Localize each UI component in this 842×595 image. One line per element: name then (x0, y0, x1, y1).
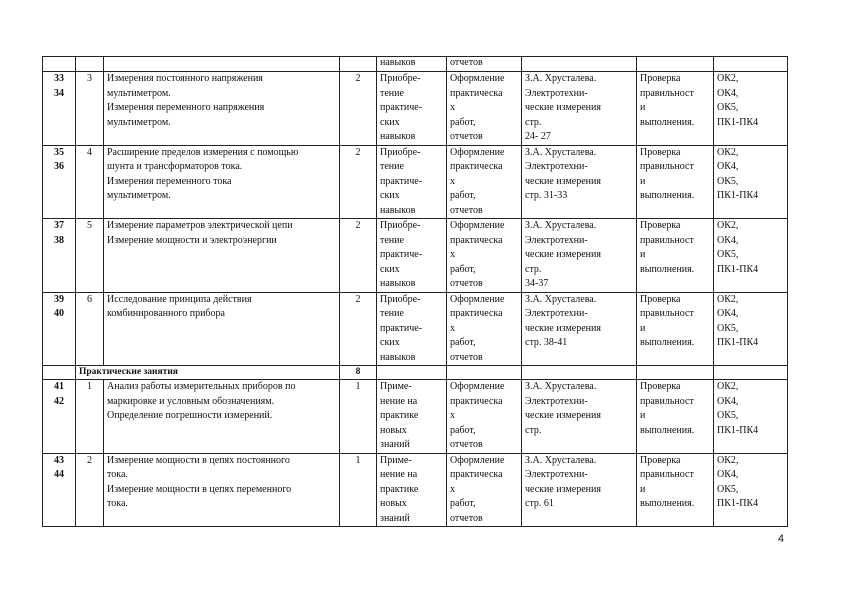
topic-title-cell-line: Анализ работы измерительных приборов по (107, 381, 296, 392)
literature-cell-line: ческие измерения (525, 410, 601, 421)
control-form-cell-line: правильност (640, 161, 694, 172)
competencies-cell-line: ОК5, (717, 102, 739, 113)
activity-type-cell-line: ских (380, 337, 400, 348)
literature-cell-line: ческие измерения (525, 249, 601, 260)
lesson-number-cell (43, 145, 76, 219)
section-empty-cell (714, 366, 788, 380)
competencies-cell-line: ОК5, (717, 249, 739, 260)
topic-title-cell-line: Исследование принципа действия (107, 293, 252, 305)
literature-cell-line: Электротехни- (525, 87, 588, 99)
competencies-cell-line: ОК4, (717, 161, 739, 172)
topic-title-cell-line: Измерения переменного напряжения (107, 102, 265, 113)
topic-title-cell-line: Измерение мощности в цепях постоянного (107, 454, 290, 466)
report-form-cell-line: х (450, 102, 455, 113)
report-form-cell-line: х (450, 410, 455, 421)
report-form-cell (447, 145, 522, 219)
literature-cell-line: З.А. Хрусталева. (525, 73, 597, 84)
literature-cell (522, 219, 637, 293)
literature-cell-line: Электротехни- (525, 469, 588, 480)
lesson-number-cell-line: 38 (54, 234, 64, 246)
literature-cell-line: стр. 31-33 (525, 190, 568, 201)
report-form-cell-line: Оформление (450, 381, 505, 392)
table-row (43, 380, 788, 454)
control-form-cell-line: выполнения. (640, 263, 695, 275)
report-form-cell-line: практическа (450, 87, 503, 99)
literature-cell (522, 292, 637, 366)
activity-type-cell-line: практиче- (380, 322, 423, 334)
literature-cell (522, 145, 637, 219)
control-form-cell (637, 145, 714, 219)
activity-type-cell (377, 145, 447, 219)
control-form-cell-line: выполнения. (640, 498, 695, 509)
control-form-cell-line: выполнения. (640, 337, 695, 348)
hours-cell: 1 (340, 380, 377, 454)
control-form-cell (637, 453, 714, 527)
lesson-number-cell (43, 292, 76, 366)
lesson-number-cell-line: 35 (54, 146, 64, 158)
lesson-number-cell (43, 453, 76, 527)
control-form-cell (637, 380, 714, 454)
activity-type-cell (377, 219, 447, 293)
topic-title-cell-line: тока. (107, 469, 128, 480)
report-form-cell-line: х (450, 175, 455, 187)
table-row-continuation (43, 57, 788, 72)
report-form-cell-line: Оформление (450, 454, 505, 466)
topic-title-cell-line: Измерение мощности и электроэнергии (107, 234, 277, 246)
competencies-cell-line: ПК1-ПК4 (717, 424, 759, 436)
literature-cell-line: стр. 38-41 (525, 337, 568, 348)
activity-type-cell (377, 72, 447, 146)
report-form-cell-line: х (450, 483, 455, 495)
literature-cell-line: З.А. Хрусталева. (525, 454, 597, 466)
activity-type-cell-line: Приобре- (380, 146, 421, 158)
report-form-cell-line: практическа (450, 234, 503, 246)
lesson-number-cell-line: 37 (54, 220, 64, 231)
competencies-cell-line: ОК4, (717, 87, 739, 99)
table-row (43, 72, 788, 146)
competencies-cell-line: ОК2, (717, 73, 739, 84)
report-form-cell-line: Оформление (450, 146, 505, 158)
report-form-cell-line: Оформление (450, 293, 505, 305)
literature-cell-line: Электротехни- (525, 308, 588, 319)
control-form-cell-line: выполнения. (640, 424, 695, 436)
lesson-number-cell (43, 72, 76, 146)
competencies-cell-line: ОК5, (717, 483, 739, 495)
page-number: 4 (777, 533, 784, 545)
report-form-cell (447, 453, 522, 527)
section-empty-cell (447, 366, 522, 380)
activity-type-cell-line: ских (380, 190, 400, 201)
activity-type-cell-line: тение (380, 87, 404, 99)
competencies-cell (714, 145, 788, 219)
section-hours-cell: 8 (340, 366, 377, 380)
control-form-cell-line: и (640, 102, 646, 113)
control-form-cell-line: и (640, 249, 646, 260)
activity-type-cell-line: практике (380, 483, 419, 495)
topic-title-cell (104, 145, 340, 219)
control-form-cell-line: Проверка (640, 454, 681, 466)
competencies-cell (714, 219, 788, 293)
literature-cell-line: З.А. Хрусталева. (525, 293, 597, 305)
hours-cell: 2 (340, 219, 377, 293)
activity-type-cell-line: практиче- (380, 102, 423, 113)
report-form-cell-line: работ, (450, 424, 476, 436)
lesson-number-cell-line: 40 (54, 308, 64, 319)
section-empty-cell (377, 366, 447, 380)
competencies-cell-line: ПК1-ПК4 (717, 498, 759, 509)
control-form-cell-line: правильност (640, 234, 694, 246)
literature-cell-line: стр. 61 (525, 498, 554, 509)
control-form-cell-line: правильност (640, 87, 694, 99)
section-row (43, 366, 788, 380)
report-form-cell (447, 380, 522, 454)
literature-cell-line: стр. (525, 263, 542, 275)
control-form-cell-line: Проверка (640, 220, 681, 231)
lesson-number-cell-line: 33 (54, 73, 64, 84)
control-form-cell-line: правильност (640, 308, 694, 319)
activity-type-cell-line: навыков (380, 351, 416, 363)
lesson-number-cell (43, 219, 76, 293)
topic-title-cell-line: маркировке и условным обозначениям. (107, 395, 275, 407)
control-form-cell-line: Проверка (640, 73, 681, 84)
activity-type-cell: навыков (377, 57, 447, 72)
competencies-cell-line: ОК2, (717, 454, 739, 466)
activity-type-cell-line: Приобре- (380, 220, 421, 231)
literature-cell (522, 453, 637, 527)
report-form-cell: отчетов (447, 57, 522, 72)
report-form-cell-line: отчетов (450, 439, 483, 450)
topic-title-cell-line: тока. (107, 498, 128, 509)
report-form-cell (447, 292, 522, 366)
topic-title-cell-line: Измерение параметров электрической цепи (107, 220, 293, 231)
section-title-cell: Практические занятия (76, 366, 340, 380)
competencies-cell-line: ОК5, (717, 410, 739, 421)
competencies-cell-line: ОК5, (717, 322, 739, 334)
topic-title-cell-line: мультиметром. (107, 116, 171, 128)
report-form-cell-line: отчетов (450, 351, 483, 363)
literature-cell-line: ческие измерения (525, 322, 601, 334)
topic-index-cell: 5 (76, 219, 104, 293)
report-form-cell-line: Оформление (450, 220, 505, 231)
literature-cell-line: стр. (525, 116, 542, 128)
competencies-cell-line: ПК1-ПК4 (717, 337, 759, 348)
report-form-cell-line: практическа (450, 469, 503, 480)
control-form-cell-line: правильност (640, 395, 694, 407)
control-form-cell (637, 72, 714, 146)
section-empty-cell (522, 366, 637, 380)
hours-cell: 1 (340, 453, 377, 527)
lesson-number-cell-line: 39 (54, 293, 64, 305)
literature-cell-line: стр. (525, 424, 542, 436)
topic-title-cell (104, 219, 340, 293)
activity-type-cell (377, 292, 447, 366)
control-form-cell-line: и (640, 410, 646, 421)
activity-type-cell-line: практиче- (380, 249, 423, 260)
control-form-cell (637, 219, 714, 293)
literature-cell-line: Электротехни- (525, 161, 588, 172)
topic-title-cell-line: мультиметром. (107, 87, 171, 99)
lesson-number-cell-line: 42 (54, 395, 64, 407)
topic-title-cell-line: Измерения переменного тока (107, 175, 232, 187)
control-form-cell-line: выполнения. (640, 116, 695, 128)
activity-type-cell-line: нение на (380, 469, 418, 480)
literature-cell-line: Электротехни- (525, 234, 588, 246)
control-form-cell-line: и (640, 175, 646, 187)
activity-type-cell (377, 453, 447, 527)
lesson-number-cell (43, 380, 76, 454)
activity-type-cell-line: Приме- (380, 381, 412, 392)
report-form-cell (447, 219, 522, 293)
report-form-cell-line: работ, (450, 116, 476, 128)
competencies-cell-line: ПК1-ПК4 (717, 190, 759, 201)
topic-title-cell (104, 453, 340, 527)
literature-cell-line: З.А. Хрусталева. (525, 146, 597, 158)
competencies-cell-line: ОК4, (717, 469, 739, 480)
hours-cell: 2 (340, 145, 377, 219)
control-form-cell-line: и (640, 483, 646, 495)
activity-type-cell-line: практике (380, 410, 419, 421)
literature-cell (522, 72, 637, 146)
competencies-cell (714, 292, 788, 366)
competencies-cell-line: ОК2, (717, 146, 739, 158)
activity-type-cell-line: Приобре- (380, 293, 421, 305)
table-row (43, 219, 788, 293)
control-form-cell-line: и (640, 322, 646, 334)
report-form-cell-line: отчетов (450, 204, 483, 216)
lesson-number-cell-line: 36 (54, 161, 64, 172)
report-form-cell (447, 72, 522, 146)
topic-title-cell (104, 72, 340, 146)
competencies-cell (714, 380, 788, 454)
report-form-cell-line: работ, (450, 190, 476, 201)
topic-index-cell: 6 (76, 292, 104, 366)
table-row (43, 145, 788, 219)
topic-title-cell-line: мультиметром. (107, 190, 171, 201)
competencies-cell-line: ОК2, (717, 220, 739, 231)
report-form-cell-line: отчетов (450, 131, 483, 142)
activity-type-cell-line: навыков (380, 278, 416, 289)
competencies-cell-line: ПК1-ПК4 (717, 116, 759, 128)
literature-cell-line: З.А. Хрусталева. (525, 381, 597, 392)
report-form-cell-line: х (450, 249, 455, 260)
lesson-plan-table (42, 56, 788, 527)
competencies-cell (714, 72, 788, 146)
control-form-cell-line: Проверка (640, 381, 681, 392)
competencies-cell-line: ОК4, (717, 308, 739, 319)
competencies-cell-line: ОК4, (717, 395, 739, 407)
lesson-number-cell-line: 34 (54, 87, 64, 99)
report-form-cell-line: Оформление (450, 73, 505, 84)
report-form-cell-line: отчетов (450, 278, 483, 289)
activity-type-cell (377, 380, 447, 454)
table-row (43, 292, 788, 366)
competencies-cell (714, 453, 788, 527)
activity-type-cell-line: тение (380, 234, 404, 246)
report-form-cell-line: практическа (450, 308, 503, 319)
report-form-cell-line: работ, (450, 263, 476, 275)
section-empty-cell (43, 366, 76, 380)
topic-title-cell-line: Измерение мощности в цепях переменного (107, 483, 292, 495)
topic-index-cell: 2 (76, 453, 104, 527)
report-form-cell-line: отчетов (450, 512, 483, 524)
topic-index-cell: 1 (76, 380, 104, 454)
section-empty-cell (637, 366, 714, 380)
literature-cell-line: 34-37 (525, 278, 549, 289)
activity-type-cell-line: практиче- (380, 175, 423, 187)
report-form-cell-line: х (450, 322, 455, 334)
activity-type-cell-line: нение на (380, 395, 418, 407)
activity-type-cell-line: ских (380, 263, 400, 275)
activity-type-cell-line: Приме- (380, 454, 412, 466)
competencies-cell-line: ОК5, (717, 175, 739, 187)
literature-cell-line: ческие измерения (525, 175, 601, 187)
report-form-cell-line: практическа (450, 161, 503, 172)
control-form-cell (637, 292, 714, 366)
topic-title-cell (104, 380, 340, 454)
control-form-cell-line: Проверка (640, 293, 681, 305)
literature-cell-line: 24- 27 (525, 131, 551, 142)
hours-cell: 2 (340, 72, 377, 146)
control-form-cell-line: Проверка (640, 146, 681, 158)
literature-cell-line: З.А. Хрусталева. (525, 220, 597, 231)
competencies-cell-line: ОК2, (717, 381, 739, 392)
activity-type-cell-line: знаний (380, 439, 410, 450)
hours-cell: 2 (340, 292, 377, 366)
lesson-number-cell-line: 43 (54, 454, 64, 466)
table-row (43, 453, 788, 527)
report-form-cell-line: работ, (450, 498, 476, 509)
activity-type-cell-line: навыков (380, 204, 416, 216)
report-form-cell-line: практическа (450, 395, 503, 407)
competencies-cell-line: ОК4, (717, 234, 739, 246)
topic-index-cell: 3 (76, 72, 104, 146)
topic-title-cell-line: комбинированного прибора (107, 308, 225, 319)
literature-cell-line: ческие измерения (525, 483, 601, 495)
activity-type-cell-line: Приобре- (380, 73, 421, 84)
topic-title-cell (104, 292, 340, 366)
activity-type-cell-line: знаний (380, 512, 410, 524)
literature-cell-line: Электротехни- (525, 395, 588, 407)
topic-title-cell-line: Измерения постоянного напряжения (107, 73, 263, 84)
activity-type-cell-line: ских (380, 116, 400, 128)
literature-cell-line: ческие измерения (525, 102, 601, 113)
activity-type-cell-line: навыков (380, 131, 416, 142)
activity-type-cell-line: тение (380, 161, 404, 172)
activity-type-cell-line: новых (380, 424, 407, 436)
control-form-cell-line: правильност (640, 469, 694, 480)
competencies-cell-line: ОК2, (717, 293, 739, 305)
topic-title-cell-line: шунта и трансформаторов тока. (107, 161, 243, 172)
topic-title-cell-line: Расширение пределов измерения с помощью (107, 146, 299, 158)
competencies-cell-line: ПК1-ПК4 (717, 263, 759, 275)
lesson-number-cell-line: 41 (54, 381, 64, 392)
literature-cell (522, 380, 637, 454)
control-form-cell-line: выполнения. (640, 190, 695, 201)
activity-type-cell-line: тение (380, 308, 404, 319)
topic-title-cell-line: Определение погрешности измерений. (107, 410, 273, 421)
report-form-cell-line: работ, (450, 337, 476, 348)
lesson-number-cell-line: 44 (54, 469, 64, 480)
topic-index-cell: 4 (76, 145, 104, 219)
activity-type-cell-line: новых (380, 498, 407, 509)
